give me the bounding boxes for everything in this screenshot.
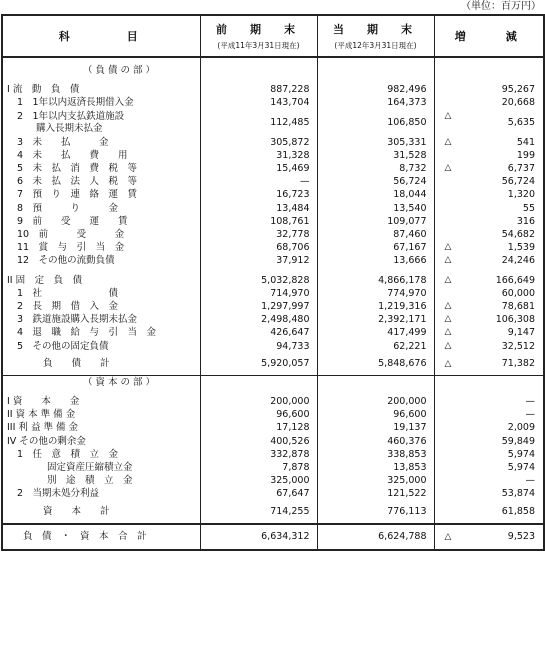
header-item: 科 目: [2, 15, 200, 57]
table-row: [2, 395, 544, 408]
account-name: 2 長 期 借 入 金: [2, 300, 200, 313]
account-name: 10 前 受 金: [2, 228, 200, 241]
table-row: [2, 83, 544, 96]
table-row: [2, 162, 544, 175]
account-name: 7 預 り 連 絡 運 賃: [2, 188, 200, 201]
change-value: [434, 326, 544, 339]
change-value: [434, 228, 544, 241]
table-row: [2, 448, 544, 461]
current-period-value: 87,460: [317, 228, 434, 241]
table-row: [2, 175, 544, 188]
table-row: [2, 421, 544, 434]
change-value: [434, 241, 544, 254]
decrease-mark: △: [444, 531, 452, 542]
current-period-value: 18,044: [317, 188, 434, 201]
change-amount: —: [525, 475, 535, 487]
account-name: 1 社 債: [2, 287, 200, 300]
table-body: [2, 57, 544, 550]
change-amount: —: [525, 396, 535, 408]
table-row: [2, 487, 544, 500]
prev-period-value: 32,778: [200, 228, 317, 241]
prev-period-value: 6,634,312: [200, 524, 317, 550]
table-row: [2, 136, 544, 149]
current-period-value: 121,522: [317, 487, 434, 500]
table-row: [2, 461, 544, 474]
account-name: II 資 本 準 備 金: [2, 408, 200, 421]
prev-period-value: 400,526: [200, 435, 317, 448]
account-name: 11 賞 与 引 当 金: [2, 241, 200, 254]
change-amount: 20,668: [501, 97, 535, 109]
current-period-value: 62,221: [317, 340, 434, 353]
prev-period-value: 5,920,057: [200, 353, 317, 376]
prev-period-value: 332,878: [200, 448, 317, 461]
change-value: [434, 435, 544, 448]
unit-label: （単位：百万円）: [461, 1, 541, 12]
table-row: [2, 188, 544, 201]
change-value: [434, 395, 544, 408]
change-value: [434, 340, 544, 353]
table-row: [2, 215, 544, 228]
current-period-value: 460,376: [317, 435, 434, 448]
account-name: 固定資産圧縮積立金: [2, 461, 200, 474]
change-amount: 71,382: [501, 357, 535, 369]
change-amount: 95,267: [501, 84, 535, 96]
current-period-value: 8,732: [317, 162, 434, 175]
account-name: 2 1年以内支払鉄道施設 購入長期未払金: [2, 110, 200, 136]
header-diff: 増 減: [434, 15, 544, 57]
decrease-mark: △: [444, 327, 452, 338]
header-curr: 当 期 末 (平成12年3月31日現在): [317, 15, 434, 57]
change-amount: 61,858: [501, 505, 535, 517]
prev-period-value: 714,255: [200, 501, 317, 524]
change-value: [434, 300, 544, 313]
change-amount: 9,147: [507, 327, 535, 339]
change-value: [434, 487, 544, 500]
change-amount: 55: [522, 202, 535, 214]
decrease-mark: △: [444, 255, 452, 266]
current-period-value: 1,219,316: [317, 300, 434, 313]
section-heading: （資本の部）: [2, 375, 200, 389]
change-value: [434, 162, 544, 175]
account-name: I 流 動 負 債: [2, 83, 200, 96]
prev-period-value: 37,912: [200, 254, 317, 267]
table-row: [2, 241, 544, 254]
section-heading-row: [2, 375, 544, 389]
current-period-value: 776,113: [317, 501, 434, 524]
decrease-mark: △: [444, 314, 452, 325]
decrease-mark: △: [444, 358, 452, 369]
current-period-value: 96,600: [317, 408, 434, 421]
account-name: 負 債 ・ 資 本 合 計: [2, 524, 200, 550]
prev-period-value: 67,647: [200, 487, 317, 500]
change-amount: 5,974: [507, 462, 535, 474]
table-row: [2, 313, 544, 326]
change-amount: 59,849: [501, 435, 535, 447]
change-amount: 5,974: [507, 448, 535, 460]
prev-period-value: 16,723: [200, 188, 317, 201]
current-period-value: 2,392,171: [317, 313, 434, 326]
prev-period-value: 325,000: [200, 474, 317, 487]
change-value: [434, 202, 544, 215]
prev-period-value: 17,128: [200, 421, 317, 434]
prev-period-value: 7,878: [200, 461, 317, 474]
account-name: IV その他の剰余金: [2, 435, 200, 448]
change-amount: 5,635: [507, 116, 535, 128]
header-prev: 前 期 末 (平成11年3月31日現在): [200, 15, 317, 57]
change-value: [434, 353, 544, 376]
account-name: 別 途 積 立 金: [2, 474, 200, 487]
table-row: [2, 274, 544, 287]
decrease-mark: △: [444, 301, 452, 312]
change-value: [434, 110, 544, 136]
current-period-value: 774,970: [317, 287, 434, 300]
current-period-value: 67,167: [317, 241, 434, 254]
current-period-value: 31,528: [317, 149, 434, 162]
table-row: [2, 228, 544, 241]
change-amount: 56,724: [501, 176, 535, 188]
change-value: [434, 175, 544, 188]
change-amount: 9,523: [507, 530, 535, 542]
change-amount: —: [525, 409, 535, 421]
account-name: 負 債 計: [2, 353, 200, 376]
account-name: 3 鉄道施設購入長期未払金: [2, 313, 200, 326]
change-value: [434, 215, 544, 228]
change-value: [434, 287, 544, 300]
change-amount: 53,874: [501, 488, 535, 500]
change-value: [434, 461, 544, 474]
prev-period-value: 2,498,480: [200, 313, 317, 326]
current-period-value: 164,373: [317, 96, 434, 109]
table-row: [2, 149, 544, 162]
change-amount: 24,246: [501, 255, 535, 267]
current-period-value: 13,666: [317, 254, 434, 267]
current-period-value: 13,853: [317, 461, 434, 474]
grand-total-row: [2, 524, 544, 550]
change-amount: 32,512: [501, 340, 535, 352]
table-row: [2, 435, 544, 448]
account-name: 8 預 り 金: [2, 202, 200, 215]
prev-period-value: 112,485: [200, 110, 317, 136]
decrease-mark: △: [444, 242, 452, 253]
section-heading: （負債の部）: [2, 64, 200, 77]
current-period-value: 6,624,788: [317, 524, 434, 550]
table-row: [2, 340, 544, 353]
change-value: [434, 96, 544, 109]
change-value: [434, 254, 544, 267]
account-name: 4 退 職 給 与 引 当 金: [2, 326, 200, 339]
change-value: [434, 524, 544, 550]
account-name: I 資 本 金: [2, 395, 200, 408]
account-name: 12 その他の流動負債: [2, 254, 200, 267]
change-amount: 2,009: [507, 422, 535, 434]
prev-period-value: —: [200, 175, 317, 188]
prev-period-value: 31,328: [200, 149, 317, 162]
decrease-mark: △: [444, 163, 452, 174]
change-value: [434, 408, 544, 421]
prev-period-value: 426,647: [200, 326, 317, 339]
change-value: [434, 474, 544, 487]
account-name: 9 前 受 運 賃: [2, 215, 200, 228]
current-period-value: 417,499: [317, 326, 434, 339]
change-value: [434, 274, 544, 287]
balance-sheet-table: [1, 14, 545, 551]
account-name: 1 任 意 積 立 金: [2, 448, 200, 461]
table-row: [2, 254, 544, 267]
account-name: III 利 益 準 備 金: [2, 421, 200, 434]
prev-period-value: 1,297,997: [200, 300, 317, 313]
account-name: 1 1年以内返済長期借入金: [2, 96, 200, 109]
current-period-value: 19,137: [317, 421, 434, 434]
decrease-mark: △: [444, 110, 452, 121]
change-amount: 60,000: [501, 287, 535, 299]
account-name: 3 未 払 金: [2, 136, 200, 149]
prev-period-value: 305,872: [200, 136, 317, 149]
change-amount: 6,737: [507, 163, 535, 175]
account-name: 5 その他の固定負債: [2, 340, 200, 353]
prev-period-value: 143,704: [200, 96, 317, 109]
section-heading-row: [2, 64, 544, 77]
current-period-value: 5,848,676: [317, 353, 434, 376]
spacer-row: [2, 57, 544, 64]
account-name: 2 当期未処分利益: [2, 487, 200, 500]
table-row: [2, 474, 544, 487]
prev-period-value: 96,600: [200, 408, 317, 421]
decrease-mark: △: [444, 340, 452, 351]
change-amount: 1,539: [507, 242, 535, 254]
account-name: II 固 定 負 債: [2, 274, 200, 287]
prev-period-value: 887,228: [200, 83, 317, 96]
change-value: [434, 149, 544, 162]
table-row: [2, 96, 544, 109]
change-amount: 166,649: [495, 274, 535, 286]
current-period-value: 109,077: [317, 215, 434, 228]
account-name: 5 未 払 消 費 税 等: [2, 162, 200, 175]
account-name: 6 未 払 法 人 税 等: [2, 175, 200, 188]
change-amount: 199: [516, 149, 535, 161]
prev-period-value: 94,733: [200, 340, 317, 353]
change-amount: 106,308: [495, 314, 535, 326]
prev-period-value: 5,032,828: [200, 274, 317, 287]
current-period-value: 338,853: [317, 448, 434, 461]
change-value: [434, 421, 544, 434]
decrease-mark: △: [444, 136, 452, 147]
decrease-mark: △: [444, 274, 452, 285]
prev-period-value: 13,484: [200, 202, 317, 215]
current-period-value: 325,000: [317, 474, 434, 487]
change-value: [434, 188, 544, 201]
change-value: [434, 313, 544, 326]
change-amount: 78,681: [501, 301, 535, 313]
current-period-value: 13,540: [317, 202, 434, 215]
prev-period-value: 108,761: [200, 215, 317, 228]
account-name: 4 未 払 費 用: [2, 149, 200, 162]
table-row: [2, 287, 544, 300]
prev-period-value: 714,970: [200, 287, 317, 300]
table-row: [2, 326, 544, 339]
current-period-value: 982,496: [317, 83, 434, 96]
change-amount: 54,682: [501, 229, 535, 241]
prev-period-value: 15,469: [200, 162, 317, 175]
current-period-value: 106,850: [317, 110, 434, 136]
current-period-value: 4,866,178: [317, 274, 434, 287]
change-amount: 1,320: [507, 189, 535, 201]
account-name: 資 本 計: [2, 501, 200, 524]
change-amount: 541: [516, 136, 535, 148]
current-period-value: 200,000: [317, 395, 434, 408]
change-value: [434, 448, 544, 461]
prev-period-value: 200,000: [200, 395, 317, 408]
table-row: [2, 408, 544, 421]
subtotal-row: [2, 501, 544, 524]
change-value: [434, 83, 544, 96]
current-period-value: 305,331: [317, 136, 434, 149]
change-value: [434, 136, 544, 149]
subtotal-row: [2, 353, 544, 376]
table-row: [2, 110, 544, 136]
prev-period-value: 68,706: [200, 241, 317, 254]
current-period-value: 56,724: [317, 175, 434, 188]
change-amount: 316: [516, 215, 535, 227]
change-value: [434, 501, 544, 524]
table-header-row: [2, 15, 544, 57]
table-row: [2, 300, 544, 313]
table-row: [2, 202, 544, 215]
